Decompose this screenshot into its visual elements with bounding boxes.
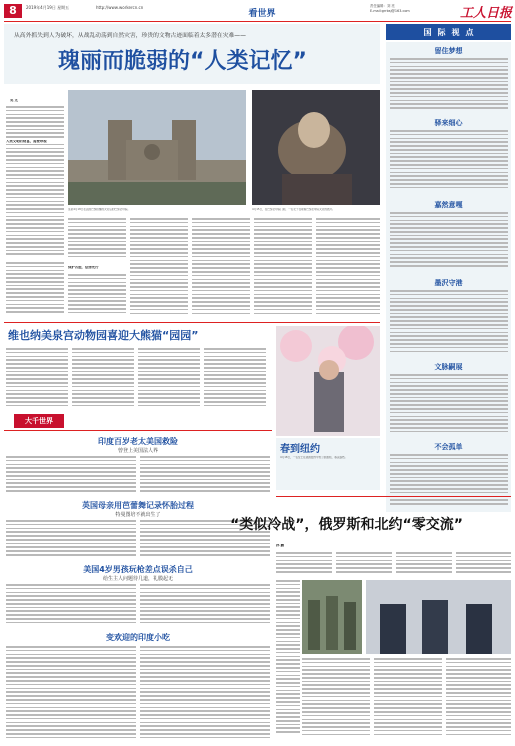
site-url: http://www.workercn.cn [96, 5, 144, 10]
cold-war-col-6 [302, 658, 370, 740]
lead-col-3 [130, 218, 188, 318]
masthead-logo: 工人日报 [459, 6, 512, 21]
sidebar-box-body [390, 374, 508, 436]
brief-body [6, 584, 136, 628]
brief-subhead: 特曼图培不就出生了 [115, 512, 161, 518]
officials-illustration [366, 580, 511, 654]
vigil-illustration [252, 90, 380, 205]
brief-headline: 印度百岁老太美国救险 [98, 437, 178, 446]
spring-title: 春到纽约 [280, 444, 320, 455]
cold-war-col-4 [456, 552, 511, 576]
world-brief-label-text: 大千世界 [25, 417, 53, 425]
notre-dame-illustration [68, 90, 246, 205]
sidebar-box-body [390, 58, 508, 112]
sidebar-box-title: 留住梦想 [434, 47, 463, 55]
brief-subhead: 曾登上美国法人界 [117, 448, 158, 454]
cherry-blossom-illustration [276, 326, 380, 436]
date-line: 2019年4月19日 星期五 [26, 5, 70, 10]
lead-col-6 [316, 218, 380, 318]
page-number: 8 [9, 4, 17, 17]
world-brief-label [14, 414, 64, 428]
cold-war-col-1 [276, 552, 332, 576]
sidebar-box-body [390, 212, 508, 272]
cold-war-col-5 [276, 580, 300, 740]
lead-kicker: 从高外抓失到人为破坏，从战乱动荡到自然灾害，珍贵的文物古迹面临着太多潜在灾难—— [14, 33, 246, 39]
sidebar-box-title: 文脉嗣展 [434, 363, 463, 371]
sidebar-box-body [390, 290, 508, 356]
brief-headline: 英国母亲用芭蕾舞记录怀胎过程 [82, 501, 194, 510]
sidebar-box-body [390, 454, 508, 508]
brief-body [6, 646, 136, 742]
brief-body [6, 456, 136, 496]
soldiers-illustration [302, 580, 362, 654]
new-york-photo [276, 326, 380, 436]
lead-byline: 吴 尤 [10, 99, 18, 102]
section-rule [4, 430, 272, 431]
panda-col-4 [204, 348, 266, 410]
lead-col-4 [192, 218, 250, 318]
page-number-badge [4, 4, 22, 18]
sidebar-box-title: 墨沢守港 [434, 279, 463, 287]
sidebar-box-body [390, 130, 508, 194]
vigil-photo [252, 90, 380, 205]
brief-subhead: 给生主人问题待几道，礼膜起无 [102, 576, 173, 582]
notre-dame-caption: 这是4月18日在法国巴黎拍摄的火灾后的巴黎圣母院。 [68, 208, 131, 211]
notre-dame-photo [68, 90, 246, 205]
cold-war-col-3 [396, 552, 452, 576]
lead-col-7 [6, 262, 64, 318]
sidebar-banner-char: 际 [437, 27, 446, 37]
vigil-caption: 4月15日，在巴黎圣母院门前，一名女子在观看巴黎圣母院火灾的图片。 [252, 208, 335, 211]
sidebar-banner-char: 点 [465, 27, 474, 37]
cold-war-col-7 [374, 658, 442, 740]
lead-col-2 [68, 218, 126, 260]
panda-col-1 [6, 348, 68, 410]
officials-photo [366, 580, 511, 654]
brief-body [140, 584, 270, 628]
spring-caption: 4月18日，一名女士在美国纽约中央公园拍照，春意盎然。 [280, 456, 348, 459]
military-photo [302, 580, 362, 654]
cold-war-col-8 [446, 658, 511, 740]
brief-body [6, 520, 136, 560]
sidebar-box-title: 驿来细心 [434, 119, 463, 127]
panda-col-2 [72, 348, 134, 410]
cold-war-col-2 [336, 552, 392, 576]
section-title: 看世界 [248, 9, 276, 19]
masthead-rule [4, 21, 511, 22]
lead-col-8 [68, 274, 126, 318]
section-rule [276, 496, 511, 497]
sidebar-banner [386, 24, 511, 40]
sidebar-box-title: 嘉然意嘎 [434, 201, 463, 209]
section-rule [4, 322, 380, 323]
editor-info: 责任编辑：刘 亮 [370, 4, 395, 8]
brief-body [140, 456, 270, 496]
sidebar-banner-char: 视 [451, 27, 460, 37]
sidebar-box-title: 不会孤单 [434, 443, 463, 451]
cold-war-headline: “类似冷战”，俄罗斯和北约“零交流” [230, 517, 463, 533]
lead-headline: 瑰丽而脆弱的“人类记忆” [58, 49, 307, 74]
sidebar-banner-char: 国 [423, 27, 432, 37]
panda-headline: 维也纳美泉宫动物园喜迎大熊猫“园园” [8, 329, 199, 342]
brief-body [140, 646, 270, 742]
lead-col-5 [254, 218, 312, 318]
lead-subhead-1: 人类文明的财富，需要珍视 [6, 140, 64, 144]
editor-email: E-mail:grrbsj@163.com [370, 9, 410, 13]
brief-headline: 变欢迎的印度小吃 [106, 633, 170, 642]
lead-subhead-2: 保护古迹，法律先行 [68, 266, 126, 270]
brief-headline: 美国4岁男孩玩枪差点误杀自己 [83, 565, 193, 574]
panda-col-3 [138, 348, 200, 410]
cold-war-byline: 孙 鹏 [276, 544, 284, 547]
lead-col-1 [6, 106, 64, 259]
